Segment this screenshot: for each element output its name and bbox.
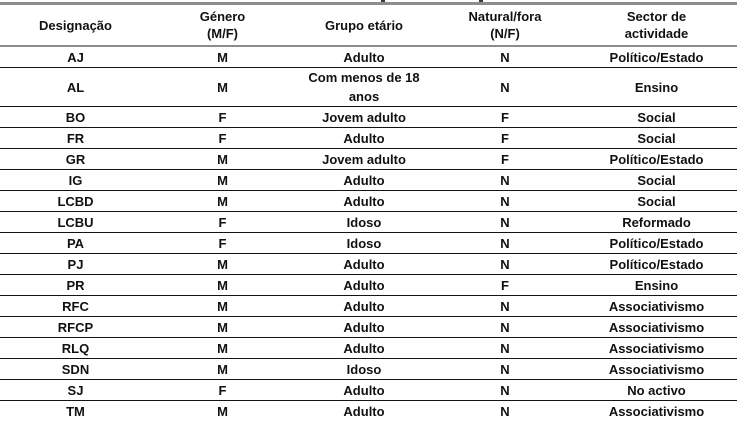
cell-genero bbox=[151, 359, 294, 380]
cell-designacao bbox=[0, 128, 151, 149]
table-row bbox=[0, 380, 737, 401]
cell-text: M bbox=[217, 256, 228, 272]
cell-text: BO bbox=[65, 109, 86, 125]
cell-sector_actividade bbox=[576, 191, 737, 212]
cell-sector_actividade bbox=[576, 170, 737, 191]
cell-grupo_etario bbox=[294, 212, 434, 233]
cell-text: AJ bbox=[67, 49, 84, 65]
cell-grupo_etario bbox=[294, 317, 434, 338]
cell-genero bbox=[151, 275, 294, 296]
cell-designacao bbox=[0, 254, 151, 275]
cell-text: Com menos de 18 anos bbox=[308, 70, 420, 104]
cell-text: F bbox=[218, 214, 227, 230]
cell-text: M bbox=[217, 340, 228, 356]
cell-natural_fora bbox=[434, 275, 576, 296]
cell-designacao bbox=[0, 359, 151, 380]
cell-text: PR bbox=[66, 277, 85, 293]
cell-text: LCBD bbox=[57, 193, 94, 209]
cell-text: No activo bbox=[627, 382, 686, 398]
cell-genero bbox=[151, 107, 294, 128]
cell-text: Reformado bbox=[622, 214, 691, 230]
col-header-natural-fora bbox=[434, 4, 576, 47]
cell-natural_fora bbox=[434, 296, 576, 317]
cell-text: Político/Estado bbox=[609, 151, 704, 167]
cell-genero bbox=[151, 128, 294, 149]
cell-text: N bbox=[500, 319, 510, 335]
cell-text: IG bbox=[68, 172, 83, 188]
cell-genero bbox=[151, 338, 294, 359]
cell-text: M bbox=[217, 403, 228, 419]
cell-text: SDN bbox=[61, 361, 90, 377]
cell-text: RFC bbox=[62, 298, 89, 314]
cell-text: RLQ bbox=[61, 340, 90, 356]
cell-sector_actividade bbox=[576, 233, 737, 254]
cell-text: Idoso bbox=[346, 361, 382, 377]
cell-genero bbox=[151, 149, 294, 170]
cell-text: N bbox=[500, 361, 510, 377]
cell-designacao bbox=[0, 380, 151, 401]
cell-text: M bbox=[217, 277, 228, 293]
cell-genero bbox=[151, 254, 294, 275]
table-row bbox=[0, 212, 737, 233]
cell-text: M bbox=[217, 319, 228, 335]
cell-text: Adulto bbox=[343, 298, 385, 314]
cell-grupo_etario bbox=[294, 128, 434, 149]
cell-text: N bbox=[500, 49, 510, 65]
cell-text: Adulto bbox=[343, 277, 385, 293]
cell-text: N bbox=[500, 256, 510, 272]
cell-text: Associativismo bbox=[608, 403, 705, 419]
cell-sector_actividade bbox=[576, 317, 737, 338]
cell-text: FR bbox=[66, 130, 85, 146]
cell-natural_fora bbox=[434, 317, 576, 338]
cell-sector_actividade bbox=[576, 338, 737, 359]
cell-text: N bbox=[500, 382, 510, 398]
cell-text: F bbox=[218, 130, 227, 146]
table-row bbox=[0, 275, 737, 296]
cell-sector_actividade bbox=[576, 212, 737, 233]
cell-grupo_etario bbox=[294, 191, 434, 212]
cell-text: Associativismo bbox=[608, 298, 705, 314]
cell-text: M bbox=[217, 49, 228, 65]
table-row bbox=[0, 170, 737, 191]
cell-text: N bbox=[500, 298, 510, 314]
col-header-line2: actividade bbox=[624, 26, 689, 41]
table-row bbox=[0, 233, 737, 254]
cell-genero bbox=[151, 46, 294, 68]
cell-grupo_etario bbox=[294, 338, 434, 359]
cell-text: Idoso bbox=[346, 214, 382, 230]
table-row bbox=[0, 338, 737, 359]
cell-natural_fora bbox=[434, 380, 576, 401]
cell-designacao bbox=[0, 317, 151, 338]
cell-text: N bbox=[500, 79, 510, 95]
table-row bbox=[0, 128, 737, 149]
cell-text: Social bbox=[637, 130, 676, 146]
cell-text: M bbox=[217, 79, 228, 95]
col-header-line1: Sector de bbox=[626, 9, 687, 24]
cell-text: Adulto bbox=[343, 193, 385, 209]
table-body bbox=[0, 46, 737, 421]
cell-text: N bbox=[500, 193, 510, 209]
cell-sector_actividade bbox=[576, 68, 737, 107]
cell-natural_fora bbox=[434, 107, 576, 128]
cell-text: Adulto bbox=[343, 130, 385, 146]
cell-designacao bbox=[0, 401, 151, 421]
col-header-line1: Natural/fora bbox=[468, 9, 542, 24]
cell-text: TM bbox=[66, 403, 85, 419]
cell-genero bbox=[151, 212, 294, 233]
cell-text: F bbox=[501, 130, 509, 146]
cell-text: Adulto bbox=[343, 256, 385, 272]
cell-natural_fora bbox=[434, 191, 576, 212]
cell-grupo_etario bbox=[294, 296, 434, 317]
cell-designacao bbox=[0, 68, 151, 107]
cell-grupo_etario bbox=[294, 233, 434, 254]
cell-text: Ensino bbox=[634, 277, 679, 293]
col-header-genero bbox=[151, 4, 294, 47]
cell-text: Político/Estado bbox=[609, 235, 704, 251]
col-header-line1: Género bbox=[199, 9, 246, 24]
cell-sector_actividade bbox=[576, 149, 737, 170]
cell-natural_fora bbox=[434, 359, 576, 380]
table-row bbox=[0, 254, 737, 275]
cell-text: F bbox=[218, 109, 227, 125]
cell-text: N bbox=[500, 214, 510, 230]
cell-text: Associativismo bbox=[608, 361, 705, 377]
cell-designacao bbox=[0, 149, 151, 170]
cell-text: Social bbox=[637, 172, 676, 188]
cell-sector_actividade bbox=[576, 128, 737, 149]
cell-text: Social bbox=[637, 109, 676, 125]
cell-designacao bbox=[0, 170, 151, 191]
cell-text: Jovem adulto bbox=[322, 151, 406, 167]
cell-text: GR bbox=[65, 151, 86, 167]
cell-text: Adulto bbox=[343, 340, 385, 356]
cell-text: Jovem adulto bbox=[322, 109, 406, 125]
cell-genero bbox=[151, 233, 294, 254]
cell-text: LCBU bbox=[57, 214, 94, 230]
cell-text: Adulto bbox=[343, 403, 385, 419]
col-header-line2: (M/F) bbox=[206, 26, 239, 41]
cell-grupo_etario bbox=[294, 68, 434, 107]
cell-text: F bbox=[501, 109, 509, 125]
cell-text: Associativismo bbox=[608, 319, 705, 335]
cell-text: M bbox=[217, 298, 228, 314]
cell-grupo_etario bbox=[294, 359, 434, 380]
cell-text: F bbox=[218, 382, 227, 398]
cell-text: M bbox=[217, 151, 228, 167]
cell-sector_actividade bbox=[576, 359, 737, 380]
table-row bbox=[0, 317, 737, 338]
cell-natural_fora bbox=[434, 68, 576, 107]
cell-text: N bbox=[500, 403, 510, 419]
cell-sector_actividade bbox=[576, 254, 737, 275]
cell-grupo_etario bbox=[294, 149, 434, 170]
cell-genero bbox=[151, 380, 294, 401]
cell-text: PA bbox=[66, 235, 85, 251]
col-header-line2: (N/F) bbox=[490, 26, 520, 41]
cell-genero bbox=[151, 296, 294, 317]
col-header-sector-actividade bbox=[576, 4, 737, 47]
cell-natural_fora bbox=[434, 254, 576, 275]
participants-table bbox=[0, 2, 737, 421]
cell-natural_fora bbox=[434, 212, 576, 233]
cell-designacao bbox=[0, 46, 151, 68]
cell-text: Político/Estado bbox=[609, 49, 704, 65]
cell-sector_actividade bbox=[576, 401, 737, 421]
cell-natural_fora bbox=[434, 401, 576, 421]
cell-genero bbox=[151, 68, 294, 107]
cell-text: Social bbox=[637, 193, 676, 209]
cell-text: F bbox=[218, 235, 227, 251]
cell-sector_actividade bbox=[576, 275, 737, 296]
table-row bbox=[0, 149, 737, 170]
cell-natural_fora bbox=[434, 46, 576, 68]
cell-genero bbox=[151, 317, 294, 338]
cell-designacao bbox=[0, 338, 151, 359]
cell-sector_actividade bbox=[576, 107, 737, 128]
col-header-line1: Grupo etário bbox=[324, 17, 403, 33]
cell-grupo_etario bbox=[294, 275, 434, 296]
table-row bbox=[0, 68, 737, 107]
cell-natural_fora bbox=[434, 128, 576, 149]
cell-designacao bbox=[0, 107, 151, 128]
table-row bbox=[0, 107, 737, 128]
cell-text: F bbox=[501, 151, 509, 167]
cell-designacao bbox=[0, 275, 151, 296]
cell-natural_fora bbox=[434, 149, 576, 170]
cell-text: AL bbox=[66, 79, 85, 95]
col-header-grupo-etario bbox=[294, 4, 434, 47]
table-row bbox=[0, 359, 737, 380]
cell-grupo_etario bbox=[294, 46, 434, 68]
cell-natural_fora bbox=[434, 338, 576, 359]
cell-text: M bbox=[217, 172, 228, 188]
cell-text: Adulto bbox=[343, 49, 385, 65]
cell-text: N bbox=[500, 235, 510, 251]
cell-designacao bbox=[0, 233, 151, 254]
table-header bbox=[0, 4, 737, 47]
cell-text: PJ bbox=[67, 256, 84, 272]
table-row bbox=[0, 191, 737, 212]
cell-designacao bbox=[0, 191, 151, 212]
cell-natural_fora bbox=[434, 233, 576, 254]
cell-designacao bbox=[0, 296, 151, 317]
table-row bbox=[0, 46, 737, 68]
cell-designacao bbox=[0, 212, 151, 233]
cell-grupo_etario bbox=[294, 401, 434, 421]
cell-grupo_etario bbox=[294, 254, 434, 275]
cell-text: M bbox=[217, 361, 228, 377]
cell-sector_actividade bbox=[576, 380, 737, 401]
cell-grupo_etario bbox=[294, 170, 434, 191]
header-row bbox=[0, 4, 737, 47]
cell-text: N bbox=[500, 340, 510, 356]
cell-genero bbox=[151, 401, 294, 421]
col-header-designacao bbox=[0, 4, 151, 47]
cell-text: M bbox=[217, 193, 228, 209]
table-row bbox=[0, 296, 737, 317]
cell-genero bbox=[151, 191, 294, 212]
cell-text: Associativismo bbox=[608, 340, 705, 356]
cell-text: Idoso bbox=[346, 235, 382, 251]
cell-sector_actividade bbox=[576, 46, 737, 68]
table-row bbox=[0, 401, 737, 421]
cell-text: Ensino bbox=[634, 79, 679, 95]
col-header-line1: Designação bbox=[39, 17, 112, 33]
cell-text: Político/Estado bbox=[609, 256, 704, 272]
cell-natural_fora bbox=[434, 170, 576, 191]
cell-text: Adulto bbox=[343, 382, 385, 398]
cell-sector_actividade bbox=[576, 296, 737, 317]
cell-grupo_etario bbox=[294, 107, 434, 128]
cell-text: Adulto bbox=[343, 319, 385, 335]
cell-grupo_etario bbox=[294, 380, 434, 401]
cell-text: N bbox=[500, 172, 510, 188]
cell-genero bbox=[151, 170, 294, 191]
cell-text: Adulto bbox=[343, 172, 385, 188]
cell-text: F bbox=[501, 277, 509, 293]
cell-text: RFCP bbox=[57, 319, 94, 335]
cell-text: SJ bbox=[67, 382, 84, 398]
